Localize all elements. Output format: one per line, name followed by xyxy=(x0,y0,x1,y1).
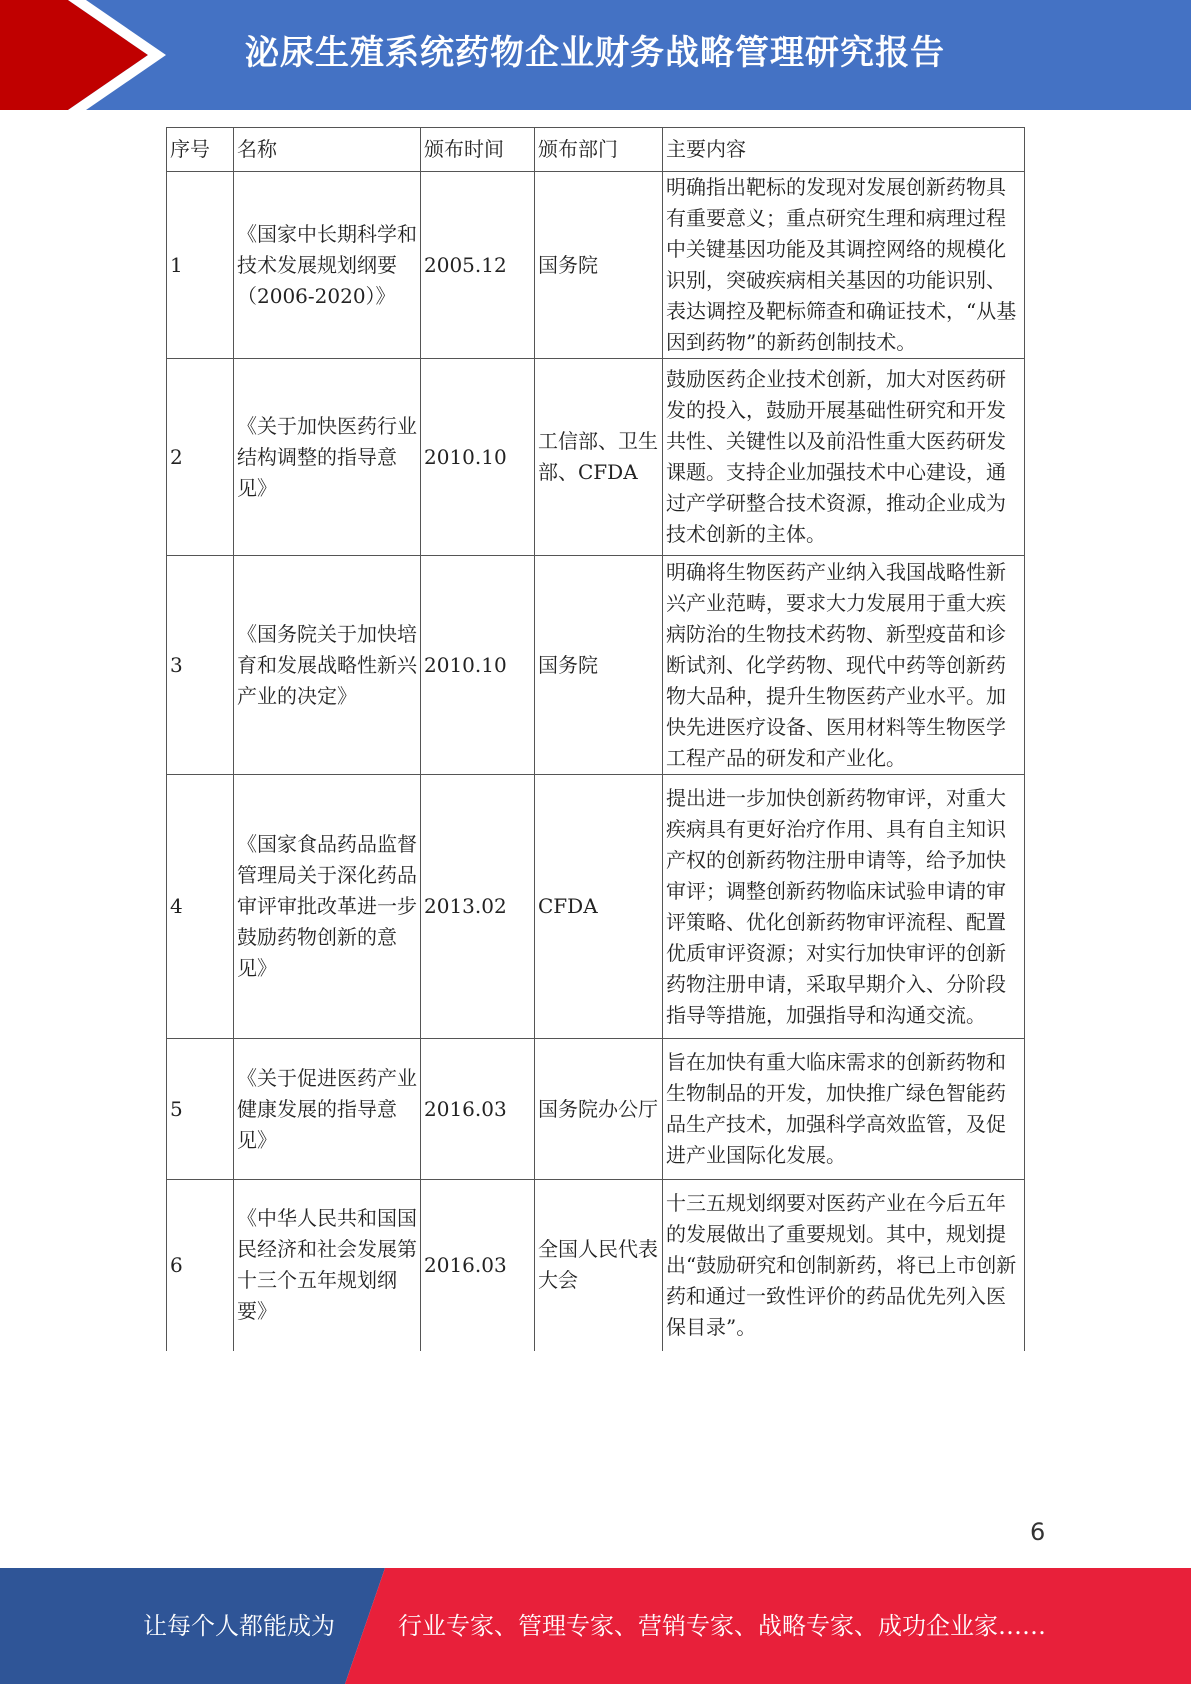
page-header xyxy=(0,0,1191,110)
cell-name: 《中华人民共和国国民经济和社会发展第十三个五年规划纲要》 xyxy=(234,1180,421,1351)
table-row xyxy=(167,1039,1025,1180)
cell-date: 2016.03 xyxy=(421,1180,535,1351)
cell-dept: 国务院办公厅 xyxy=(535,1039,663,1180)
table-row xyxy=(167,172,1025,359)
cell-no: 6 xyxy=(167,1180,234,1351)
cell-dept: 国务院 xyxy=(535,172,663,359)
cell-no: 4 xyxy=(167,775,234,1039)
column-header-content: 主要内容 xyxy=(663,128,1025,172)
table-row xyxy=(167,556,1025,775)
table-row xyxy=(167,359,1025,556)
table-header-row xyxy=(167,128,1025,172)
page-footer xyxy=(0,1568,1191,1684)
cell-dept: CFDA xyxy=(535,775,663,1039)
cell-name: 《国家食品药品监督管理局关于深化药品审评审批改革进一步鼓励药物创新的意见》 xyxy=(234,775,421,1039)
cell-name: 《国家中长期科学和技术发展规划纲要（2006-2020）》 xyxy=(234,172,421,359)
cell-no: 1 xyxy=(167,172,234,359)
cell-no: 3 xyxy=(167,556,234,775)
cell-date: 2016.03 xyxy=(421,1039,535,1180)
cell-content: 旨在加快有重大临床需求的创新药物和生物制品的开发，加快推广绿色智能药品生产技术，加强科学高效监管，及促进产业国际化发展。 xyxy=(663,1039,1025,1180)
header-chevron-icon xyxy=(0,0,230,110)
cell-date: 2013.02 xyxy=(421,775,535,1039)
cell-content: 提出进一步加快创新药物审评，对重大疾病具有更好治疗作用、具有自主知识产权的创新药物注册申请等，给予加快审评；调整创新药物临床试验申请的审评策略、优化创新药物审评流程、配置优质审评资源；对实行加快审评的创新药物注册申请，采取早期介入、分阶段指导等措施，加强指导和沟通交流。 xyxy=(663,775,1025,1039)
cell-name: 《国务院关于加快培育和发展战略性新兴产业的决定》 xyxy=(234,556,421,775)
cell-content: 十三五规划纲要对医药产业在今后五年的发展做出了重要规划。其中，规划提出“鼓励研究和创制新药，将已上市创新药和通过一致性评价的药品优先列入医保目录”。 xyxy=(663,1180,1025,1351)
cell-date: 2005.12 xyxy=(421,172,535,359)
column-header-dept: 颁布部门 xyxy=(535,128,663,172)
cell-date: 2010.10 xyxy=(421,359,535,556)
column-header-no: 序号 xyxy=(167,128,234,172)
report-title: 泌尿生殖系统药物企业财务战略管理研究报告 xyxy=(245,33,945,73)
table-row xyxy=(167,775,1025,1039)
cell-no: 5 xyxy=(167,1039,234,1180)
cell-content: 鼓励医药企业技术创新，加大对医药研发的投入，鼓励开展基础性研究和开发共性、关键性以及前沿性重大医药研发课题。支持企业加强技术中心建设，通过产学研整合技术资源，推动企业成为技术创新的主体。 xyxy=(663,359,1025,556)
policy-table xyxy=(166,127,1025,1351)
column-header-name: 名称 xyxy=(234,128,421,172)
column-header-date: 颁布时间 xyxy=(421,128,535,172)
page-number: 6 xyxy=(1030,1518,1046,1546)
footer-slogan-left: 让每个人都能成为 xyxy=(143,1612,335,1640)
cell-no: 2 xyxy=(167,359,234,556)
cell-dept: 工信部、卫生部、CFDA xyxy=(535,359,663,556)
cell-date: 2010.10 xyxy=(421,556,535,775)
cell-dept: 国务院 xyxy=(535,556,663,775)
cell-name: 《关于促进医药产业健康发展的指导意见》 xyxy=(234,1039,421,1180)
footer-slogan-right: 行业专家、管理专家、营销专家、战略专家、成功企业家…… xyxy=(398,1612,1046,1640)
cell-dept: 全国人民代表大会 xyxy=(535,1180,663,1351)
cell-content: 明确将生物医药产业纳入我国战略性新兴产业范畴，要求大力发展用于重大疾病防治的生物技术药物、新型疫苗和诊断试剂、化学药物、现代中药等创新药物大品种，提升生物医药产业水平。加快先进医疗设备、医用材料等生物医学工程产品的研发和产业化。 xyxy=(663,556,1025,775)
cell-name: 《关于加快医药行业结构调整的指导意见》 xyxy=(234,359,421,556)
cell-content: 明确指出靶标的发现对发展创新药物具有重要意义；重点研究生理和病理过程中关键基因功能及其调控网络的规模化识别，突破疾病相关基因的功能识别、表达调控及靶标筛查和确证技术，“从基因到药物”的新药创制技术。 xyxy=(663,172,1025,359)
table-row xyxy=(167,1180,1025,1351)
